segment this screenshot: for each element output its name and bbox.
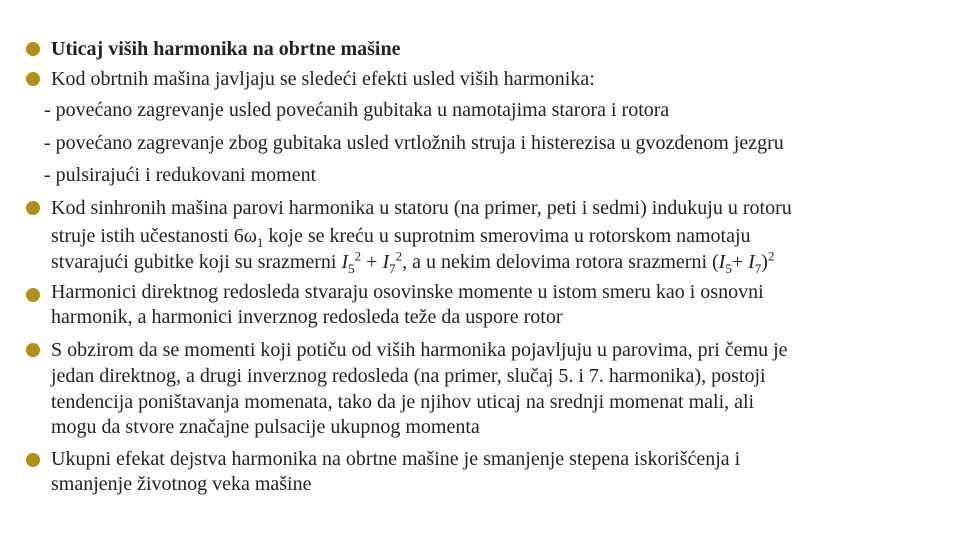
text-span: stvarajući gubitke koji su srazmerni: [51, 251, 342, 273]
subscript: 1: [256, 235, 264, 250]
bullet-text: Kod sinhronih mašina parovi harmonika u statoru (na primer, peti i sedmi) indukuju u rotoru: [51, 197, 792, 219]
subscript: 5: [348, 261, 355, 276]
superscript: 2: [354, 248, 362, 264]
subscript: 7: [389, 261, 396, 276]
bullet-text-continued: smanjenje životnog veka mašine: [51, 473, 312, 495]
bullet-text-continued: [51, 250, 774, 274]
bullet-text-continued: tendencija poništavanja momenata, tako da je njihov uticaj na srednji momenat mali, ali: [51, 391, 755, 413]
math-var: I: [748, 251, 755, 273]
subscript: 7: [754, 261, 762, 276]
bullet-text: Harmonici direktnog redosleda stvaraju osovinske momente u istom smeru kao i osnovni: [51, 281, 764, 303]
bullet-icon: [26, 201, 40, 215]
sub-item: - pulsirajući i redukovani moment: [44, 164, 317, 186]
subscript: 5: [725, 261, 732, 276]
bullet-icon: [26, 42, 40, 56]
bullet-icon: [26, 72, 40, 86]
sub-item: - povećano zagrevanje usled povećanih gubitaka u namotajima starora i rotora: [44, 99, 670, 121]
bullet-icon: [26, 453, 40, 467]
superscript: 2: [395, 248, 403, 264]
bullet-icon: [26, 288, 40, 302]
text-span: ): [761, 251, 768, 273]
text-span: , a u nekim delovima rotora srazmerni (: [402, 251, 719, 273]
text-span: koje se kreću u suprotnim smerovima u rotorskom namotaju: [263, 225, 751, 247]
bullet-text-continued: harmonik, a harmonici inverznog redosleda teže da uspore rotor: [51, 306, 563, 328]
text-span: +: [731, 251, 749, 273]
bullet-text: Ukupni efekat dejstva harmonika na obrtne mašine je smanjenje stepena iskorišćenja i: [51, 448, 741, 470]
bullet-text: S obzirom da se momenti koji potiču od viših harmonika pojavljuju u parovima, pri čemu je: [51, 339, 788, 361]
bullet-text-continued: jedan direktnog, a drugi inverznog redosleda (na primer, slučaj 5. i 7. harmonika), postoji: [51, 365, 766, 387]
math-var: I: [382, 251, 390, 273]
math-var: I: [341, 251, 349, 273]
bullet-text-continued: [51, 224, 751, 248]
superscript: 2: [767, 248, 775, 264]
math-var: I: [718, 251, 726, 273]
text-span: +: [361, 251, 383, 273]
text-span: struje istih učestanosti 6ω: [51, 225, 257, 247]
bullet-icon: [26, 343, 40, 357]
bullet-text: Kod obrtnih mašina javljaju se sledeći efekti usled viših harmonika:: [51, 68, 595, 90]
slide-title-bullet: Uticaj viših harmonika na obrtne mašine: [51, 38, 401, 60]
bullet-text-continued: mogu da stvore značajne pulsacije ukupnog momenta: [51, 416, 480, 438]
sub-item: - povećano zagrevanje zbog gubitaka usled vrtložnih struja i histerezisa u gvozdenom jezgru: [44, 132, 784, 154]
